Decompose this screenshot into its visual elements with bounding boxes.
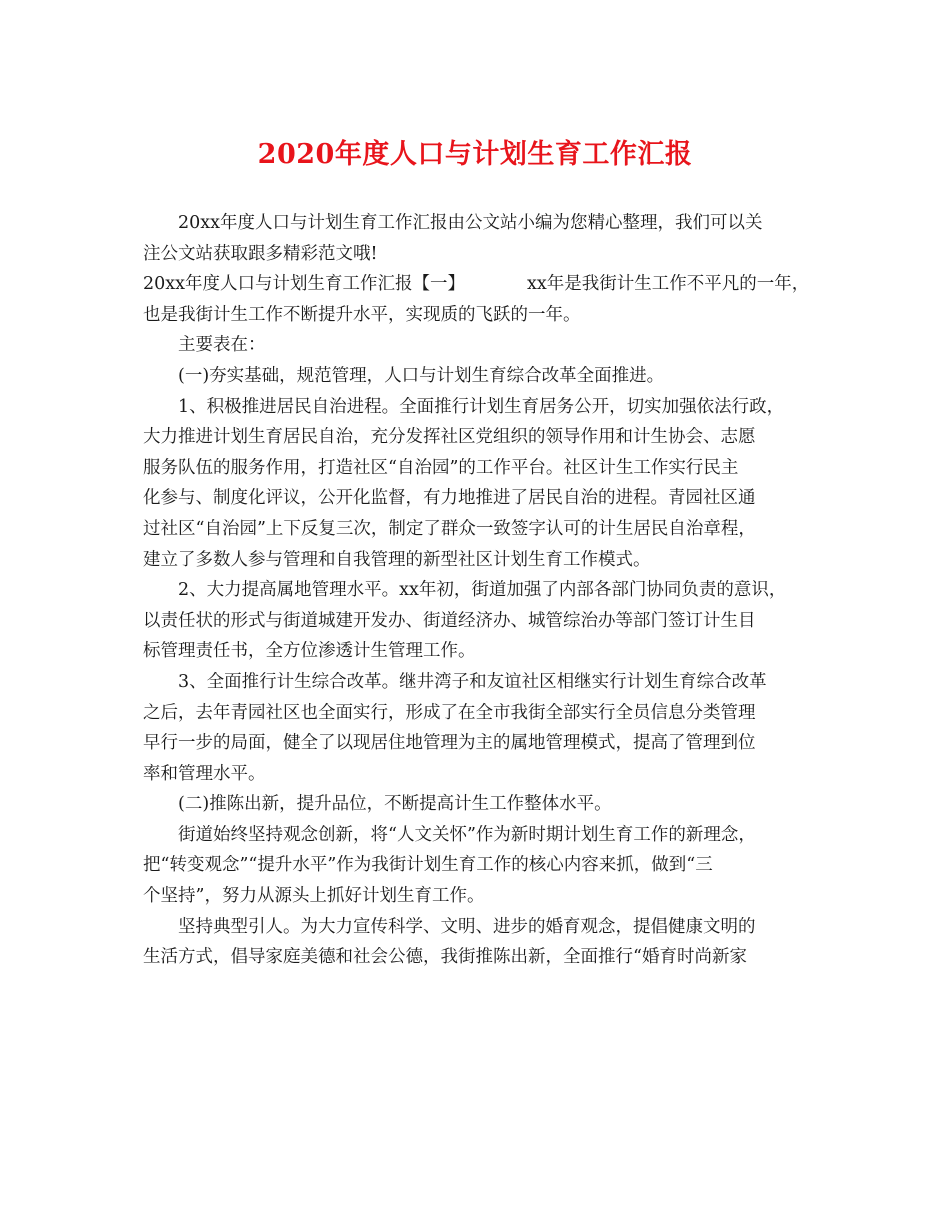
paragraph-line: 大力推进计划生育居民自治，充分发挥社区党组织的领导作用和计生协会、志愿: [143, 427, 756, 448]
intro-line: 注公文站获取跟多精彩范文哦!: [143, 243, 378, 264]
paragraph-line: 3、全面推行计生综合改革。继井湾子和友谊社区相继实行计划生育综合改革: [178, 671, 767, 692]
paragraph-line: 个坚持”，努力从源头上抓好计划生育工作。: [143, 886, 485, 907]
paragraph-line: 建立了多数人参与管理和自我管理的新型社区计划生育工作模式。: [143, 549, 651, 570]
paragraph-text: xx年是我街计生工作不平凡的一年，: [527, 274, 810, 295]
paragraph-line: 2、大力提高属地管理水平。xx年初，街道加强了内部各部门协同负责的意识，: [178, 580, 787, 601]
subsection-heading: (一)夯实基础，规范管理，人口与计划生育综合改革全面推进。: [178, 365, 665, 386]
paragraph-line: 街道始终坚持观念创新，将“人文关怀”作为新时期计划生育工作的新理念，: [178, 824, 756, 845]
paragraph-line: 服务队伍的服务作用，打造社区“自治园”的工作平台。社区计生工作实行民主: [143, 457, 739, 478]
paragraph-line: 以责任状的形式与街道城建开发办、街道经济办、城管综治办等部门签订计生目: [143, 610, 756, 631]
paragraph-line: 把“转变观念”“提升水平”作为我街计划生育工作的核心内容来抓，做到“三: [143, 855, 713, 876]
intro-line: 20xx年度人口与计划生育工作汇报由公文站小编为您精心整理，我们可以关: [178, 213, 763, 233]
paragraph-line: 之后，去年青园社区也全面实行，形成了在全市我街全部实行全员信息分类管理: [143, 702, 756, 723]
paragraph-line: 过社区“自治园”上下反复三次，制定了群众一致签字认可的计生居民自治章程，: [143, 518, 756, 539]
paragraph-line: 也是我街计生工作不断提升水平，实现质的飞跃的一年。: [143, 304, 581, 325]
section-heading-line: [143, 269, 819, 300]
paragraph-line: 坚持典型引人。为大力宣传科学、文明、进步的婚育观念，提倡健康文明的: [178, 916, 756, 937]
document-body: [143, 208, 819, 973]
paragraph-line: 率和管理水平。: [143, 763, 266, 784]
paragraph-line: 1、积极推进居民自治进程。全面推行计划生育居务公开，切实加强依法行政，: [178, 396, 785, 417]
paragraph-line: 标管理责任书，全方位渗透计生管理工作。: [143, 641, 476, 662]
paragraph-line: 主要表在：: [178, 335, 266, 356]
paragraph-line: 化参与、制度化评议，公开化监督，有力地推进了居民自治的进程。青园社区通: [143, 488, 756, 509]
subsection-heading: (二)推陈出新，提升品位，不断提高计生工作整体水平。: [178, 794, 612, 815]
document-title: 2020年度人口与计划生育工作汇报: [257, 139, 693, 170]
paragraph-line: 生活方式，倡导家庭美德和社会公德，我街推陈出新，全面推行“婚育时尚新家: [143, 947, 747, 968]
section-heading: 20xx年度人口与计划生育工作汇报【一】: [143, 274, 466, 295]
paragraph-line: 早行一步的局面，健全了以现居住地管理为主的属地管理模式，提高了管理到位: [143, 733, 756, 754]
